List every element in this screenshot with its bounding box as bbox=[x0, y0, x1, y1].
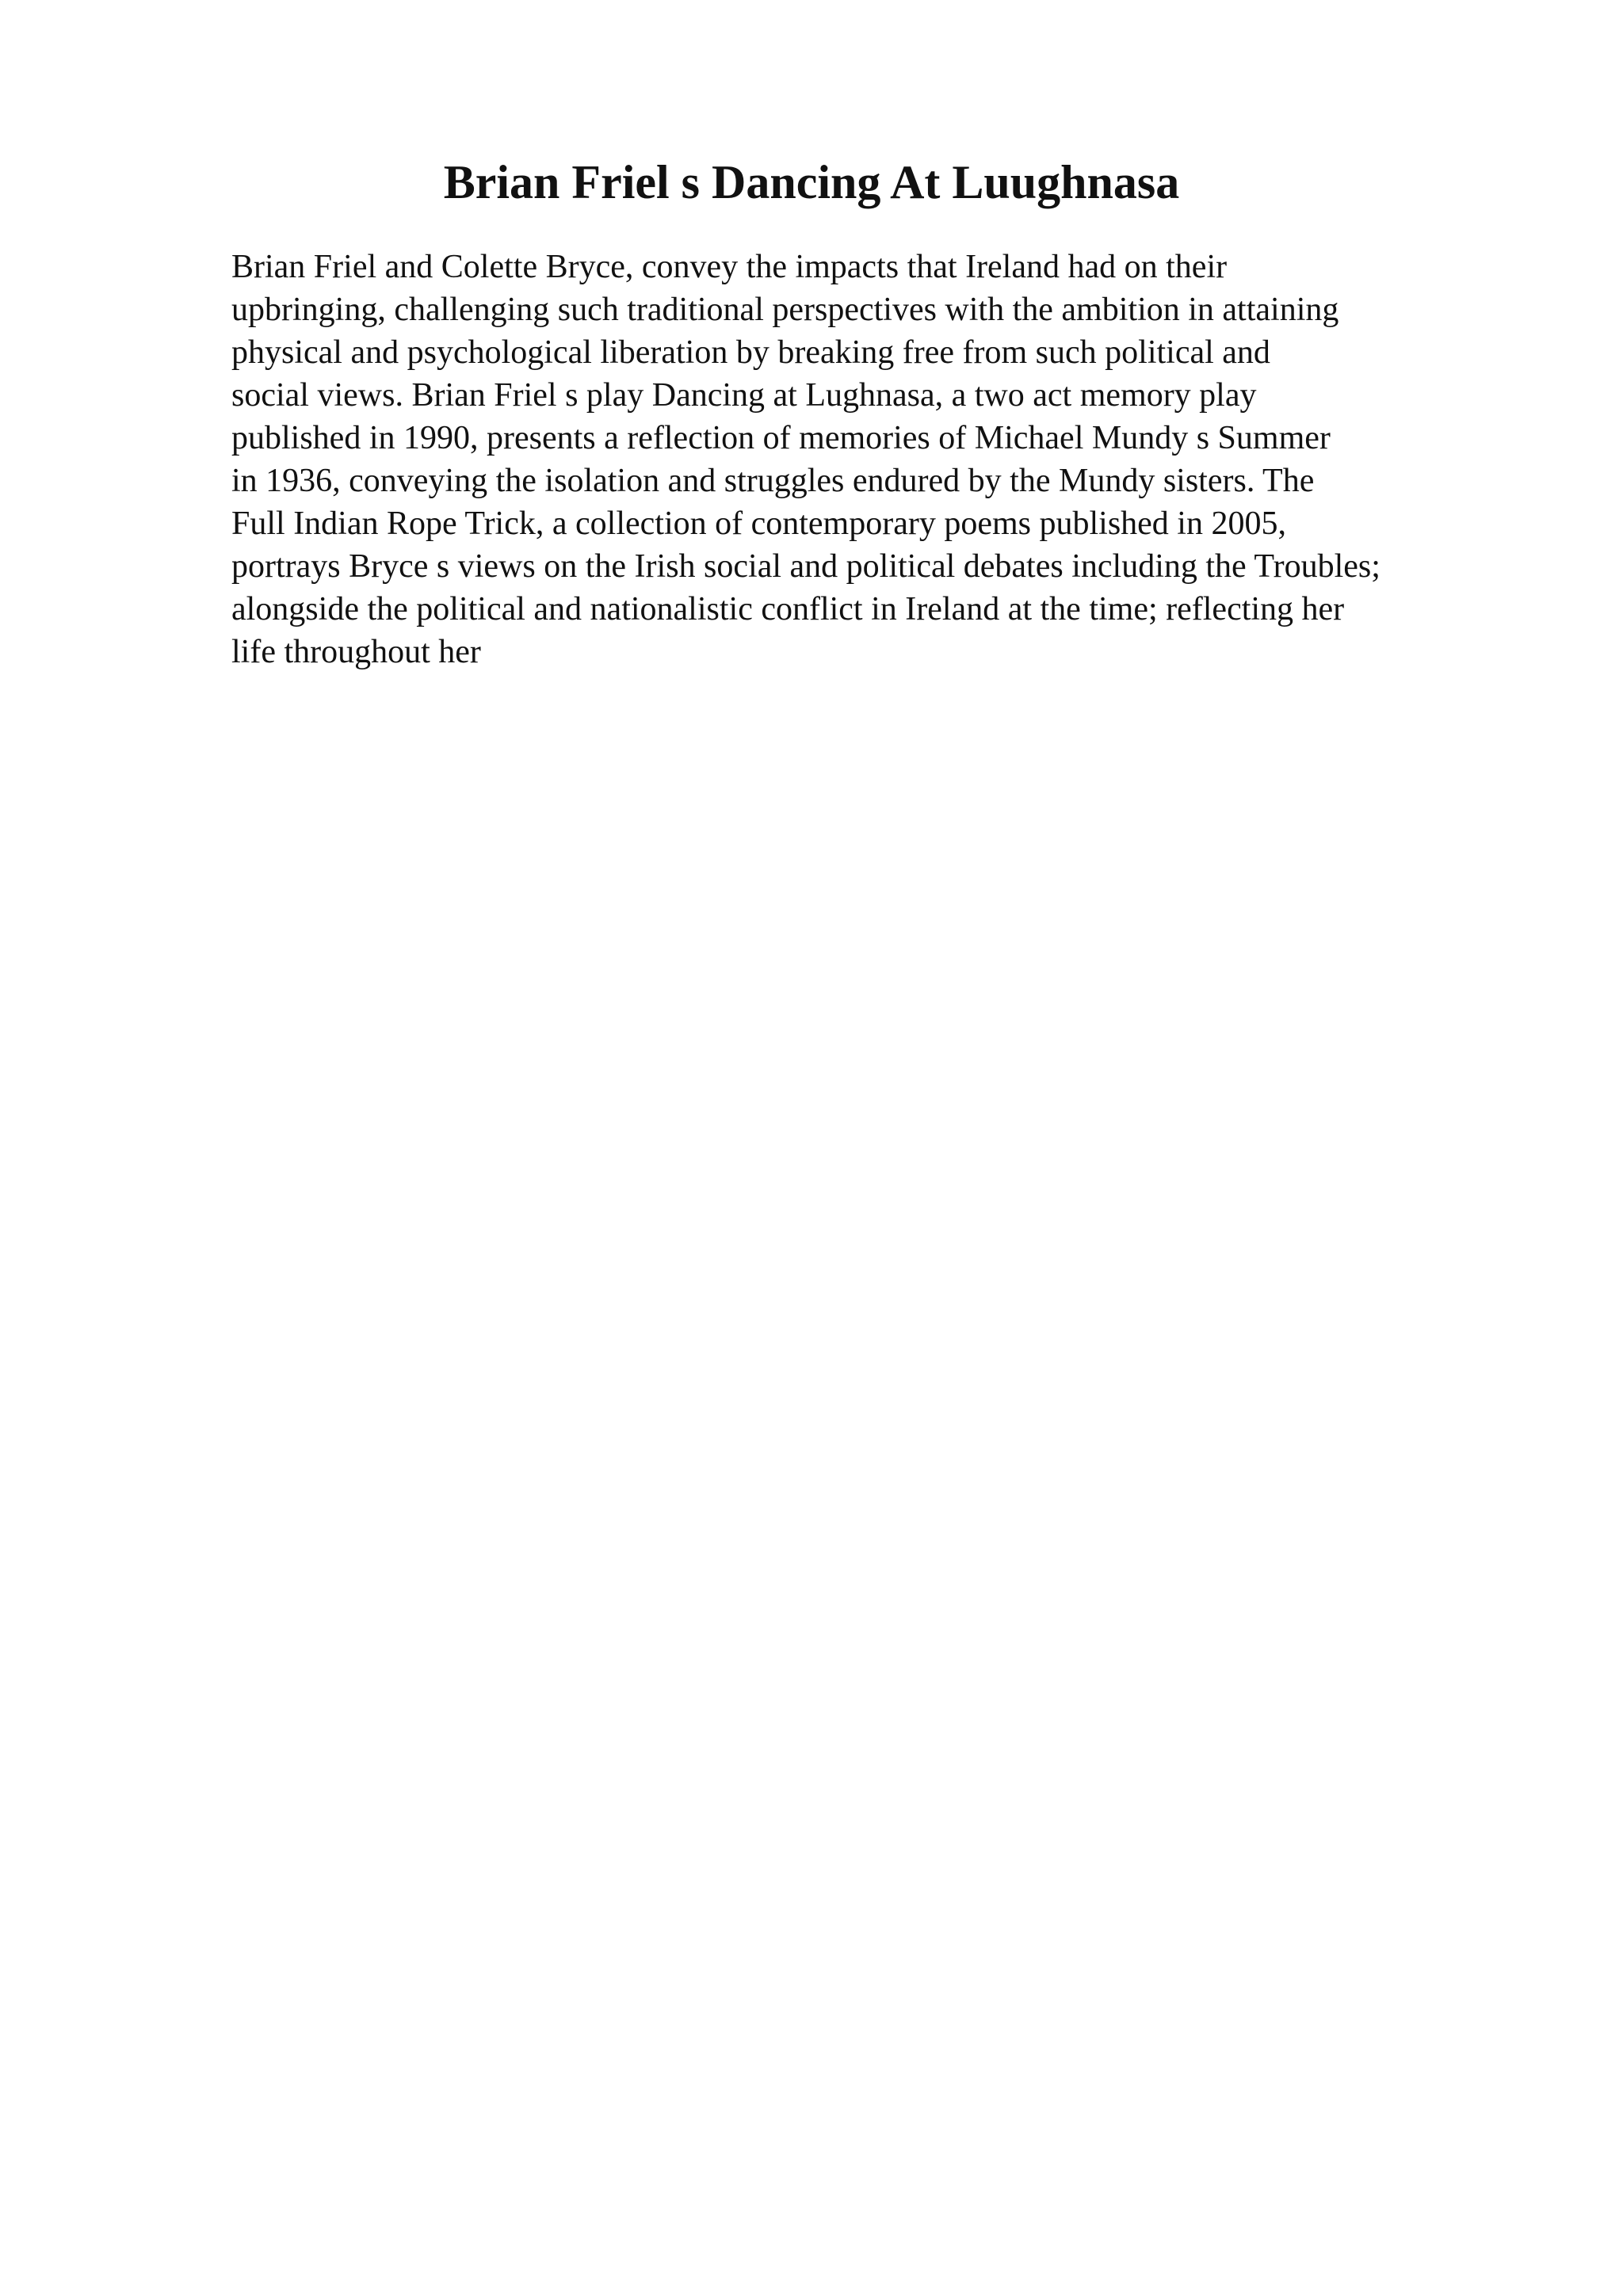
body-line: social views. Brian Friel s play Dancing at Lughnasa, a two act memory play bbox=[231, 377, 1257, 414]
body-line: life throughout her bbox=[231, 634, 481, 670]
body-paragraph bbox=[231, 246, 1563, 673]
body-line: in 1936, conveying the isolation and struggles endured by the Mundy sisters. The bbox=[231, 463, 1315, 499]
document-title: Brian Friel s Dancing At Luughnasa bbox=[443, 156, 1180, 208]
body-line: Full Indian Rope Trick, a collection of contemporary poems published in 2005, bbox=[231, 505, 1286, 542]
body-line: Brian Friel and Colette Bryce, convey the impacts that Ireland had on their bbox=[231, 249, 1228, 285]
body-line: portrays Bryce s views on the Irish social and political debates including the Troubles; bbox=[231, 548, 1381, 585]
body-line: alongside the political and nationalistic conflict in Ireland at the time; reflecting her bbox=[231, 591, 1345, 627]
body-line: physical and psychological liberation by breaking free from such political and bbox=[231, 334, 1270, 371]
body-line: published in 1990, presents a reflection of memories of Michael Mundy s Summer bbox=[231, 420, 1331, 456]
body-line: upbringing, challenging such traditional perspectives with the ambition in attaining bbox=[231, 292, 1339, 328]
